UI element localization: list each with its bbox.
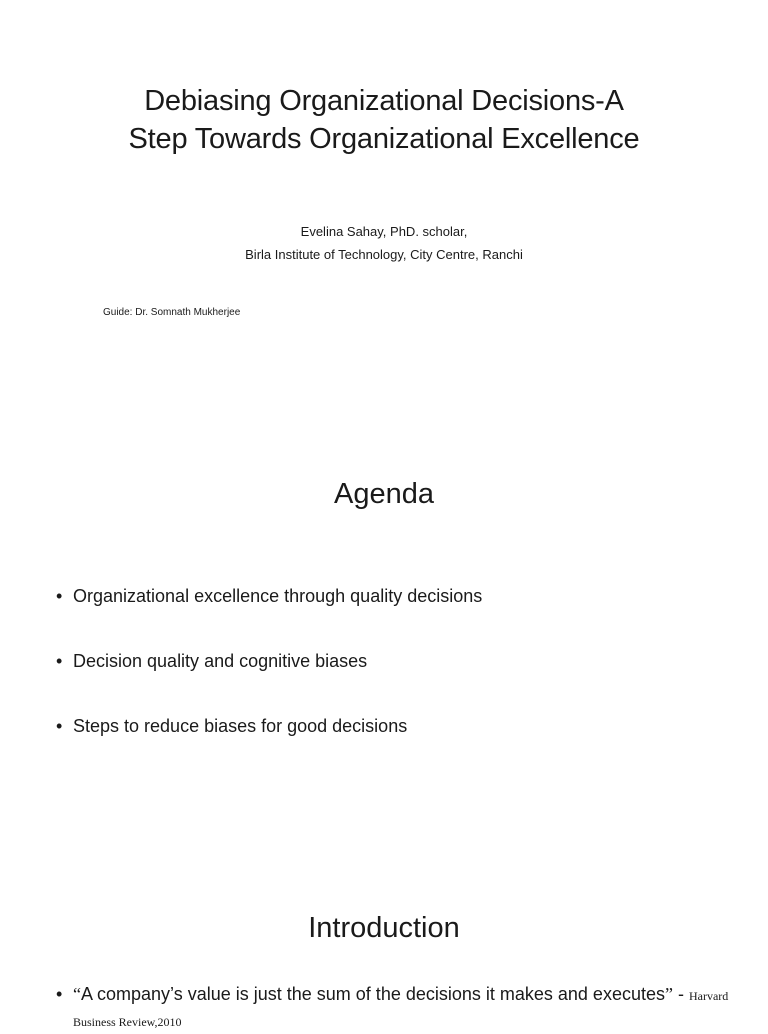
- agenda-item-text: Organizational excellence through quality decisions: [73, 586, 483, 606]
- open-quote-mark: “: [73, 984, 81, 1004]
- agenda-item-text: Steps to reduce biases for good decisions: [73, 716, 408, 736]
- agenda-heading: Agenda: [334, 478, 434, 510]
- author-affiliation: Birla Institute of Technology, City Centre, Ranchi: [245, 247, 523, 262]
- introduction-heading: Introduction: [308, 912, 460, 944]
- title-line-1: Debiasing Organizational Decisions-A: [144, 85, 624, 117]
- agenda-list: [56, 584, 738, 779]
- introduction-list: [56, 982, 738, 1034]
- title-line-2: Step Towards Organizational Excellence: [128, 123, 640, 155]
- bullet-icon: •: [56, 716, 63, 736]
- presentation-title: [40, 82, 728, 158]
- close-quote-mark: ”: [664, 984, 673, 1004]
- author-block: [0, 220, 768, 266]
- list-item: [56, 649, 738, 673]
- guide-name: Guide: Dr. Somnath Mukherjee: [103, 307, 241, 318]
- quote-source: Harvard Business Review,2010: [73, 989, 729, 1029]
- agenda-slide: [0, 430, 768, 860]
- quote-text: A company’s value is just the sum of the decisions it makes and executes: [81, 984, 665, 1004]
- bullet-icon: •: [56, 586, 63, 606]
- bullet-icon: •: [56, 651, 63, 671]
- introduction-slide: [0, 860, 768, 1029]
- agenda-item-text: Decision quality and cognitive biases: [73, 651, 368, 671]
- bullet-icon: •: [56, 984, 63, 1004]
- list-item: [56, 714, 738, 738]
- author-name: Evelina Sahay, PhD. scholar,: [300, 224, 468, 239]
- quote-separator: -: [672, 984, 689, 1004]
- title-slide: [0, 0, 768, 430]
- list-item: [56, 584, 738, 608]
- list-item: [56, 982, 738, 1034]
